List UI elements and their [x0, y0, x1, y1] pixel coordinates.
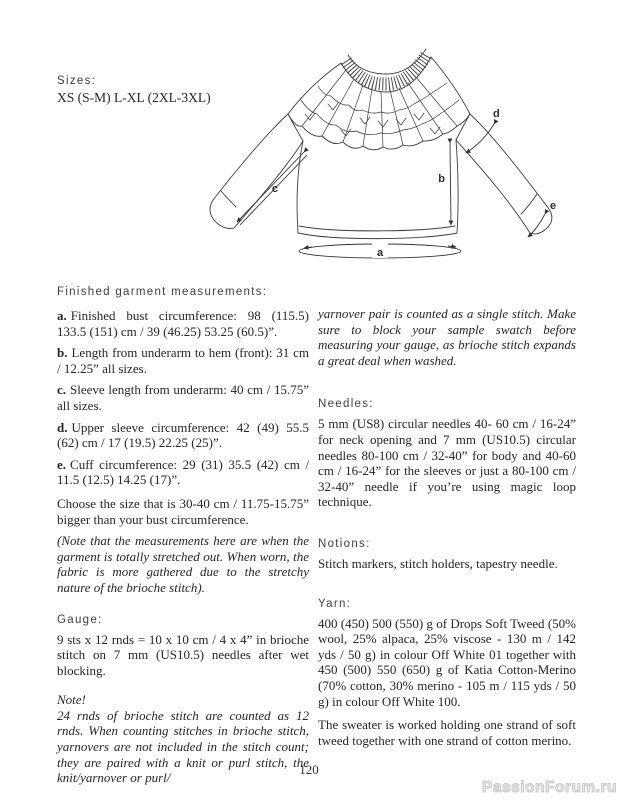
label-e: e [550, 200, 557, 212]
watermark: PassionForum.ru [482, 779, 617, 796]
measurement-text: Cuff circumference: 29 (31) 35.5 (42) cm / 11.5 (12.5) 14.25 (17)”. [57, 456, 309, 488]
left-column [57, 284, 309, 786]
measurement-key: e. [57, 456, 67, 472]
measurement-key: a. [57, 308, 67, 323]
sweater-schematic [200, 30, 580, 275]
measurement-item-b [57, 345, 309, 376]
right-sleeve [456, 114, 552, 234]
yarn-header: Yarn: [318, 597, 352, 610]
note-text: 24 rnds of brioche stitch are counted as 12 rnds. When counting stitches in brioche stitch, yarnovers are not included in the stitch count; they are paired with a knit or purl stitch, the knit/yarnover or purl/ [57, 707, 309, 786]
needles-header: Needles: [318, 398, 374, 411]
body-outline [297, 140, 458, 239]
measurement-item-e [57, 457, 309, 488]
sizes-value: XS (S-M) L-XL (2XL-3XL) [57, 90, 211, 105]
measurement-key: b. [57, 345, 68, 361]
yoke-pattern [288, 57, 470, 150]
measurement-key: c. [57, 382, 67, 398]
sizes-block [57, 73, 211, 107]
notions-header: Notions: [318, 537, 371, 550]
arrow-c [237, 152, 304, 222]
label-a: a [376, 247, 384, 259]
arrow-d [466, 124, 494, 153]
needles-text: 5 mm (US8) circular needles 40- 60 cm / 16-24” for neck opening and 7 mm (US10.5) circular needles 80-100 cm / 32-40” for body and 40-60 cm / 16-24” for the sleeves or just a 80-100 cm / 32-40” needle if you’re using magic loop technique. [318, 416, 576, 510]
measurement-text: Upper sleeve circumference: 42 (49) 55.5 (62) cm / 17 (19.5) 22.25 (25)”. [57, 419, 309, 451]
measurement-item-a [57, 308, 309, 339]
stretch-note: (Note that the measurements here are when the garment is totally stretched out. When worn, the fabric is more gathered due to the stretchy nature of the brioche stitch). [57, 533, 309, 595]
yarn-text: 400 (450) 500 (550) g of Drops Soft Tweed (50% wool, 25% alpaca, 25% viscose - 130 m / 142 yds / 50 g) in colour Off White 01 together with 450 (500) 550 (650) g of Katia Cotton-Merino (70% cotton, 30% merino - 105 m / 115 yds / 50 g) in colour Off White 100. [318, 615, 576, 709]
measurement-text: Finished bust circumference: 98 (115.5) 133.5 (151) cm / 39 (46.25) 53.25 (60.5)”. [57, 308, 309, 339]
gauge-header: Gauge: [57, 613, 103, 626]
label-b: b [438, 173, 445, 185]
left-sleeve [210, 114, 303, 229]
measurement-arrows [237, 124, 545, 258]
notions-text: Stitch markers, stitch holders, tapestry needle. [318, 555, 558, 571]
gauge-text: 9 sts x 12 rnds = 10 x 10 cm / 4 x 4” in brioche stitch on 7 mm (US10.5) needles after wet blocking. [57, 631, 309, 678]
choose-size-text: Choose the size that is 30-40 cm / 11.75-15.75” bigger than your bust circumference. [57, 495, 309, 527]
measurements-header: Finished garment measurements: [57, 286, 268, 298]
measurement-key: d. [57, 419, 68, 435]
measurement-item-c [57, 382, 309, 413]
measurement-text: Sleeve length from underarm: 40 cm / 15.75” all sizes. [57, 382, 309, 413]
arrow-b [450, 143, 451, 225]
measurement-text: Length from underarm to hem (front): 31 cm / 12.25” all sizes. [57, 345, 309, 376]
label-c: c [271, 183, 278, 195]
measurement-item-d [57, 420, 309, 451]
right-column [318, 306, 576, 748]
page-number: 120 [299, 762, 319, 777]
label-d: d [493, 108, 500, 120]
note-continuation: yarnover pair is counted as a single stitch. Make sure to block your sample swatch before measuring your gauge, as brioche stitch expands a great deal when washed. [318, 306, 576, 368]
note-title: Note! [57, 692, 86, 708]
strand-text: The sweater is worked holding one strand of soft tweed together with one strand of cotton merino. [318, 717, 576, 748]
sizes-header: Sizes: [57, 75, 97, 87]
measurement-labels [272, 108, 556, 259]
